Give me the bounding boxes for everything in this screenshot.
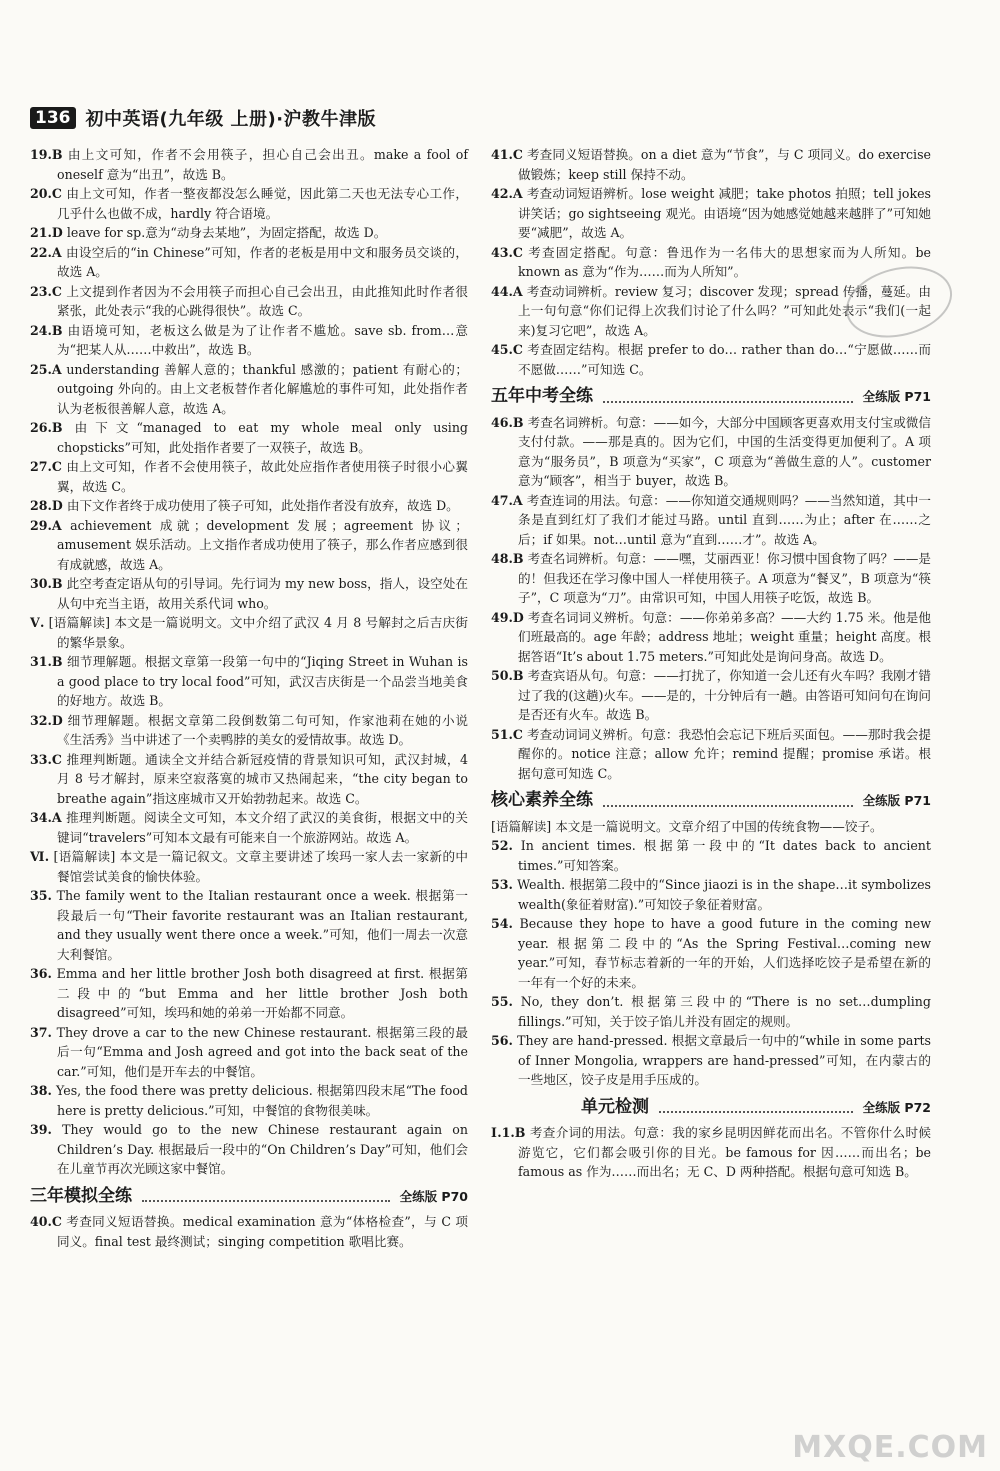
answer-explanation: achievement 成就；development 发展；agreement 协议；amusement 娱乐活动。上文指作者成功使用了筷子，那么作者应感到很有成就感，故选 A。 bbox=[57, 517, 468, 572]
section-title: 三年模拟全练 bbox=[30, 1185, 132, 1206]
answer-explanation: 考查名词辨析。句意：——嘿，艾丽西亚！你习惯中国食物了吗？——是的！但我还在学习像中国人一样使用筷子。A 项意为“餐叉”，B 项意为“筷子”，C 项意为“刀”。由常识可知，中国人用筷子吃饭，故选 B。 bbox=[518, 551, 932, 605]
answer-item bbox=[30, 457, 468, 496]
answer-explanation: 由语境可知，老板这么做是为了让作者不尴尬。save sb. from…意为“把某人从……中救出”，故选 B。 bbox=[57, 322, 469, 357]
answer-explanation: 考查名词词义辨析。句意：——你弟弟多高？——大约 1.75 米。他是他们班最高的。age 年龄；address 地址；weight 重量；height 高度。根据答语“It’s about 1.75 meters.”可知此处是询问身高。故选 D。 bbox=[518, 609, 931, 664]
answer-item bbox=[30, 282, 468, 321]
answer-item bbox=[491, 914, 931, 992]
answer-number: 49.D bbox=[491, 609, 524, 625]
answer-number: 35. bbox=[30, 888, 52, 903]
section-page-ref: 全练版 P71 bbox=[862, 389, 931, 404]
answer-explanation: 考查固定结构。根据 prefer to do… rather than do…“宁愿做……而不愿做……”可知选 C。 bbox=[518, 342, 931, 377]
answer-item bbox=[30, 613, 468, 652]
answer-explanation: 考查动词词义辨析。句意：我恐怕会忘记下班后买面包。——那时我会提醒你的。notice 注意；allow 允许；remind 提醒；promise 承诺。根据句意可知选 C。 bbox=[518, 726, 931, 781]
answer-item bbox=[491, 608, 931, 667]
answer-explanation: 细节理解题。根据文章第一段第一句中的“Jiqing Street in Wuhan is a good place to try local food”可知，武汉吉庆街是一个品尝当地美食的好地方。故选 B。 bbox=[57, 654, 468, 708]
page-header bbox=[30, 104, 376, 132]
answer-explanation: Yes, the food there was pretty delicious. 根据第四段末尾“The food here is pretty delicious.”可知，中餐馆的食物很美味。 bbox=[56, 1083, 468, 1118]
answer-item bbox=[491, 992, 931, 1031]
answer-number: 46.B bbox=[491, 414, 524, 430]
answer-item bbox=[30, 964, 468, 1023]
answer-item bbox=[491, 817, 931, 837]
answer-explanation: They would go to the new Chinese restaurant again on Children’s Day. 根据最后一段中的“On Children’s Day”可知，他们会在儿童节再次光顾这家中餐馆。 bbox=[57, 1122, 468, 1176]
answer-number: 28.D bbox=[30, 498, 63, 513]
answer-number: 43.C bbox=[491, 244, 523, 260]
answer-number: 23.C bbox=[30, 283, 62, 299]
answer-item bbox=[30, 886, 468, 964]
answer-explanation: [语篇解读] 本文是一篇说明文。文中介绍了武汉 4 月 8 号解封之后吉庆街的繁华景象。 bbox=[48, 615, 468, 650]
answer-number: 21.D bbox=[30, 225, 63, 240]
section-page-ref: 全练版 P70 bbox=[399, 1188, 468, 1204]
answer-explanation: In ancient times. 根据第一段中的“It dates back to ancient times.”可知答案。 bbox=[518, 838, 931, 873]
answer-item bbox=[30, 750, 468, 809]
section-header bbox=[30, 1187, 468, 1207]
answer-number: 52. bbox=[491, 838, 513, 853]
answer-number: 50.B bbox=[491, 668, 524, 683]
answer-number: 22.A bbox=[30, 244, 62, 260]
answer-item bbox=[491, 491, 931, 550]
answer-item bbox=[491, 549, 931, 608]
answer-number: 42.A bbox=[491, 186, 523, 201]
watermark: MXQE.COM bbox=[792, 1430, 988, 1465]
answer-item bbox=[491, 1031, 931, 1090]
answer-number: 36. bbox=[30, 966, 52, 981]
answer-item bbox=[491, 725, 931, 784]
answer-explanation: 考查名词辨析。句意：——如今，大部分中国顾客更喜欢用支付宝或微信支付付款。——那是真的。因为它们，中国的生活变得更加便利了。A 项意为“服务员”，B 项意为“买家”，C 项意为“善做生意的人”。customer 意为“顾客”，相当于 buyer，故选 B。 bbox=[518, 414, 932, 488]
answer-explanation: They drove a car to the new Chinese restaurant. 根据第三段的最后一句“Emma and Josh agreed and got into the back seat of the car.”可知，他们是开车去的中餐馆。 bbox=[56, 1024, 468, 1079]
answer-item bbox=[491, 145, 931, 184]
answer-number: 48.B bbox=[491, 551, 524, 566]
section-title: 五年中考全练 bbox=[491, 386, 593, 406]
answer-number: 19.B bbox=[30, 147, 63, 162]
answer-explanation: 由下文作者终于成功使用了筷子可知，此处指作者没有放弃，故选 D。 bbox=[66, 498, 459, 513]
answer-number: Ⅰ.1.B bbox=[491, 1125, 526, 1140]
answer-explanation: 此空考查定语从句的引导词。先行词为 my new boss，指人，设空处在从句中充当主语，故用关系代词 who。 bbox=[57, 576, 468, 611]
answer-number: 34.A bbox=[30, 810, 62, 825]
answer-number: 39. bbox=[30, 1122, 52, 1137]
answer-item bbox=[30, 711, 468, 750]
answer-item bbox=[30, 847, 468, 886]
answer-item bbox=[30, 145, 468, 184]
answer-number: 44.A bbox=[491, 283, 523, 299]
answer-explanation: 考查介词的用法。句意：我的家乡昆明因鲜花而出名。不管你什么时候游览它，它们都会吸引你的目光。be famous for 因……而出名；be famous as 作为……而出名；无 C、D 两种搭配。根据句意可知选 B。 bbox=[518, 1125, 931, 1179]
answer-item bbox=[491, 666, 931, 725]
left-column bbox=[30, 145, 468, 1251]
section-title: 单元检测 bbox=[581, 1096, 649, 1117]
answer-item bbox=[30, 1023, 468, 1082]
answer-item bbox=[491, 184, 931, 243]
dotted-leader bbox=[659, 1101, 853, 1113]
dotted-leader bbox=[603, 391, 853, 403]
answer-explanation: 推理判断题。阅读全文可知，本文介绍了武汉的美食街，根据文中的关键词“travelers”可知本文最有可能来自一个旅游网站。故选 A。 bbox=[57, 810, 468, 845]
answer-explanation: 考查宾语从句。句意：——打扰了，你知道一会儿还有火车吗？我刚才错过了我的(这趟)火车。——是的，十分钟后有一趟。由答语可知问句在询问是否还有火车。故选 B。 bbox=[518, 668, 932, 722]
answer-explanation: 考查同义短语替换。medical examination 意为“体格检查”，与 C 项同义。final test 最终测试；singing competition 歌唱比赛。 bbox=[57, 1214, 468, 1249]
answer-explanation: 推理判断题。通读全文并结合新冠疫情的背景知识可知，武汉封城，4 月 8 号才解封，原来空寂落寞的城市又热闹起来，“the city began to breathe again”指这座城市又开始勃勃起来。故选 C。 bbox=[57, 751, 468, 806]
answer-item bbox=[30, 652, 468, 711]
answer-item bbox=[30, 243, 468, 282]
answer-explanation: 考查动词辨析。review 复习；discover 发现；spread 传播，蔓延。由上一句句意“你们记得上次我们讨论了什么吗？”可知此处表示“我们(一起来)复习它吧”，故选 A。 bbox=[518, 283, 931, 338]
answer-item bbox=[30, 808, 468, 847]
answer-explanation: 细节理解题。根据文章第二段倒数第二句可知，作家池莉在她的小说《生活秀》当中讲述了一个卖鸭脖的美女的爱情故事。故选 D。 bbox=[57, 712, 468, 747]
answer-number: 53. bbox=[491, 877, 513, 892]
answer-item bbox=[30, 184, 468, 223]
section-title: 核心素养全练 bbox=[491, 790, 593, 810]
answer-explanation: No, they don’t. 根据第三段中的“There is no set…dumpling fillings.”可知，关于饺子馅儿并没有固定的规则。 bbox=[518, 994, 931, 1029]
answer-number: 41.C bbox=[491, 147, 523, 162]
answer-number: 54. bbox=[491, 916, 513, 931]
answer-explanation: 由下文“managed to eat my whole meal only using chopsticks”可知，此处指作者要了一双筷子，故选 B。 bbox=[57, 420, 468, 455]
section-page-ref: 全练版 P72 bbox=[862, 1099, 931, 1115]
answer-item bbox=[30, 574, 468, 613]
book-title: 初中英语(九年级 上册)·沪教牛津版 bbox=[85, 109, 377, 130]
section-page-ref: 全练版 P71 bbox=[862, 793, 931, 808]
answer-item bbox=[491, 1123, 931, 1182]
answer-item bbox=[491, 836, 931, 875]
answer-item bbox=[491, 243, 931, 282]
answer-explanation: Because they hope to have a good future in the coming new year. 根据第二段中的“As the Spring Festival…coming new year.”可知，春节标志着新的一年的开始，人们选择吃饺子是希望在新的一年有一个好的未来。 bbox=[518, 916, 931, 990]
answer-item bbox=[30, 418, 468, 457]
answer-item bbox=[491, 875, 931, 914]
answer-explanation: Wealth. 根据第二段中的“Since jiaozi is in the shape…it symbolizes wealth(象征着财富).”可知饺子象征着财富。 bbox=[517, 877, 931, 912]
section-header bbox=[491, 791, 931, 811]
answer-explanation: [语篇解读] 本文是一篇说明文。文章介绍了中国的传统食物——饺子。 bbox=[491, 818, 883, 834]
answer-number: 26.B bbox=[30, 420, 63, 435]
answer-explanation: 上文提到作者因为不会用筷子而担心自己会出丑，由此推知此时作者很紧张，此处表示“我的心跳得很快”。故选 C。 bbox=[57, 283, 468, 318]
answer-number: 40.C bbox=[30, 1214, 62, 1229]
answer-explanation: 由上文可知，作者一整夜都没怎么睡觉，因此第二天也无法专心工作，几乎什么也做不成，hardly 符合语境。 bbox=[57, 186, 468, 221]
answer-item bbox=[30, 360, 468, 419]
answer-item bbox=[30, 1212, 468, 1251]
answer-explanation: The family went to the Italian restaurant once a week. 根据第一段最后一句“Their favorite restaurant was an Italian restaurant, and they usually went there once a week.”可知，他们一周去一次意大利餐馆。 bbox=[56, 888, 468, 962]
answer-explanation: 考查动词短语辨析。lose weight 减肥；take photos 拍照；tell jokes 讲笑话；go sightseeing 观光。由语境“因为她感觉她越来越胖了”可知她要“减肥”，故选 A。 bbox=[518, 186, 931, 240]
dotted-leader bbox=[603, 795, 853, 807]
answer-number: 45.C bbox=[491, 342, 523, 357]
page-number: 136 bbox=[30, 107, 76, 129]
answer-item bbox=[30, 1081, 468, 1120]
answer-item bbox=[491, 340, 931, 379]
answer-number: 37. bbox=[30, 1024, 52, 1040]
answer-number: 56. bbox=[491, 1033, 513, 1048]
answer-number: 38. bbox=[30, 1083, 52, 1098]
answer-number: Ⅴ. bbox=[30, 615, 45, 630]
answer-number: 25.A bbox=[30, 361, 62, 377]
dotted-leader bbox=[142, 1190, 390, 1202]
answer-item bbox=[30, 496, 468, 516]
answer-number: 55. bbox=[491, 994, 513, 1009]
answer-item bbox=[30, 1120, 468, 1179]
answer-explanation: understanding 善解人意的；thankful 感激的；patient 有耐心的；outgoing 外向的。由上文老板替作者化解尴尬的事件可知，此处指作者认为老板很善解人意，故选 A。 bbox=[57, 361, 468, 416]
answer-number: 33.C bbox=[30, 751, 62, 767]
answer-number: 47.A bbox=[491, 492, 523, 508]
answer-explanation: 考查同义短语替换。on a diet 意为“节食”，与 C 项同义。do exercise 做锻炼；keep still 保持不动。 bbox=[518, 147, 931, 182]
answer-explanation: 考查连词的用法。句意：——你知道交通规则吗？——当然知道，其中一条是直到红灯了我们才能过马路。until 直到……为止；after 在……之后；if 如果。not…until 意为“直到……才”。故选 A。 bbox=[518, 492, 931, 547]
answer-number: 20.C bbox=[30, 186, 62, 201]
answer-number: Ⅵ. bbox=[30, 849, 50, 864]
answer-explanation: Emma and her little brother Josh both disagreed at first. 根据第二段中的“but Emma and her little brother Josh both disagreed”可知，埃玛和她的弟弟一开始都不同意。 bbox=[56, 966, 468, 1020]
answer-explanation: 考查固定搭配。句意：鲁迅作为一名伟大的思想家而为人所知。be known as 意为“作为……而为人所知”。 bbox=[518, 244, 931, 279]
answer-explanation: 由上文可知，作者不会用筷子，担心自己会出丑。make a fool of oneself 意为“出丑”，故选 B。 bbox=[57, 147, 468, 182]
answer-number: 51.C bbox=[491, 726, 523, 742]
answer-number: 32.D bbox=[30, 712, 63, 728]
answer-number: 31.B bbox=[30, 654, 63, 669]
answer-explanation: 由设空后的“in Chinese”可知，作者的老板是用中文和服务员交谈的，故选 A。 bbox=[57, 244, 468, 279]
answer-number: 27.C bbox=[30, 459, 62, 474]
answer-number: 24.B bbox=[30, 322, 63, 338]
answer-number: 29.A bbox=[30, 517, 62, 533]
answer-number: 30.B bbox=[30, 576, 63, 591]
answer-explanation: [语篇解读] 本文是一篇记叙文。文章主要讲述了埃玛一家人去一家新的中餐馆尝试美食的愉快体验。 bbox=[53, 849, 468, 884]
section-header bbox=[491, 387, 931, 407]
answer-item bbox=[30, 223, 468, 243]
answer-item bbox=[491, 413, 931, 491]
answer-item bbox=[30, 516, 468, 575]
answer-explanation: They are hand-pressed. 根据文章最后一句中的“while in some parts of Inner Mongolia, wrappers are hand-pressed”可知，在内蒙古的一些地区，饺子皮是用手压成的。 bbox=[517, 1033, 931, 1087]
section-header bbox=[491, 1098, 931, 1118]
answer-explanation: 由上文可知，作者不会使用筷子，故此处应指作者使用筷子时很小心翼翼，故选 C。 bbox=[57, 459, 468, 494]
answer-item bbox=[30, 321, 468, 360]
answer-explanation: leave for sp.意为“动身去某地”，为固定搭配，故选 D。 bbox=[66, 225, 387, 240]
